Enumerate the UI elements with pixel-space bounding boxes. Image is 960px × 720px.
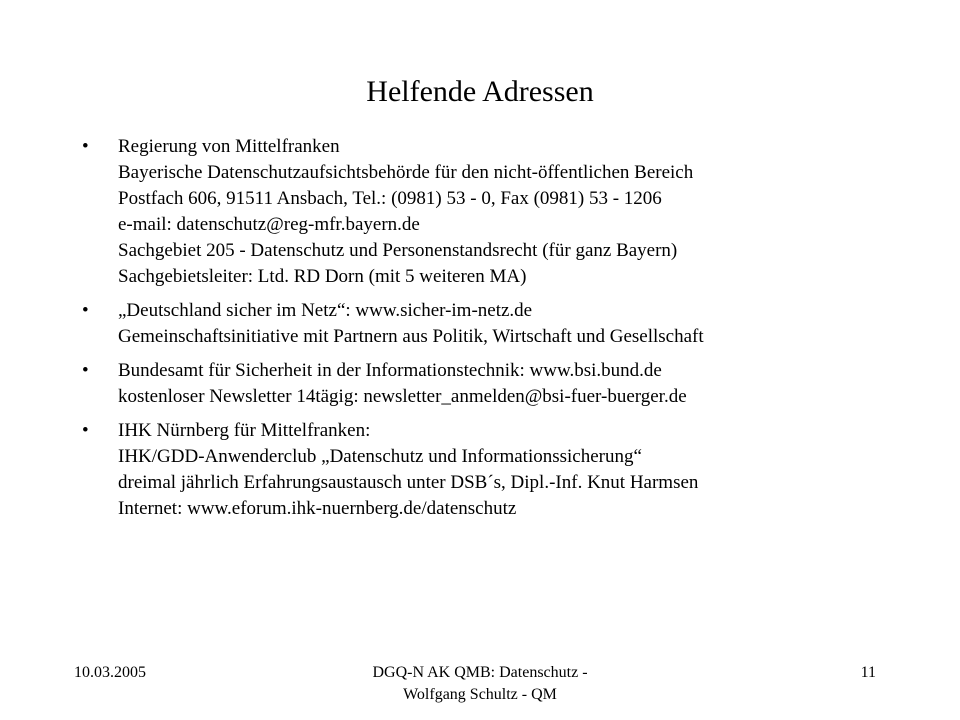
bullet-icon: • [82, 136, 89, 157]
item-line: Bundesamt für Sicherheit in der Informationstechnik: www.bsi.bund.de [118, 360, 662, 381]
footer-center-line: DGQ-N AK QMB: Datenschutz - [372, 664, 588, 681]
item-line: e-mail: datenschutz@reg-mfr.bayern.de [118, 214, 420, 235]
page-number: 11 [860, 664, 876, 681]
item-line: IHK Nürnberg für Mittelfranken: [118, 420, 371, 441]
bullet-icon: • [82, 420, 89, 441]
item-line: dreimal jährlich Erfahrungsaustausch unter DSB´s, Dipl.-Inf. Knut Harmsen [118, 472, 699, 493]
item-line: Sachgebiet 205 - Datenschutz und Personenstandsrecht (für ganz Bayern) [118, 240, 678, 261]
item-line: IHK/GDD-Anwenderclub „Datenschutz und Informationssicherung“ [118, 446, 642, 467]
footer-center-text [300, 662, 660, 706]
item-line: Regierung von Mittelfranken [118, 136, 340, 157]
list-item [82, 298, 902, 350]
address-list [82, 134, 902, 530]
bullet-icon: • [82, 360, 89, 381]
footer-date: 10.03.2005 [74, 664, 146, 681]
item-line: Gemeinschaftsinitiative mit Partnern aus Politik, Wirtschaft und Gesellschaft [118, 326, 704, 347]
list-item [82, 134, 902, 290]
bullet-icon: • [82, 300, 89, 321]
item-line: Internet: www.eforum.ihk-nuernberg.de/datenschutz [118, 498, 517, 519]
list-item [82, 418, 902, 522]
slide-title: Helfende Adressen [366, 75, 594, 108]
item-line: „Deutschland sicher im Netz“: www.sicher-im-netz.de [118, 300, 533, 321]
item-line: Postfach 606, 91511 Ansbach, Tel.: (0981) 53 - 0, Fax (0981) 53 - 1206 [118, 188, 662, 209]
item-line: Sachgebietsleiter: Ltd. RD Dorn (mit 5 weiteren MA) [118, 266, 527, 287]
item-line: kostenloser Newsletter 14tägig: newsletter_anmelden@bsi-fuer-buerger.de [118, 386, 687, 407]
footer-center-line: Wolfgang Schultz - QM [403, 686, 557, 703]
list-item [82, 358, 902, 410]
item-line: Bayerische Datenschutzaufsichtsbehörde für den nicht-öffentlichen Bereich [118, 162, 694, 183]
